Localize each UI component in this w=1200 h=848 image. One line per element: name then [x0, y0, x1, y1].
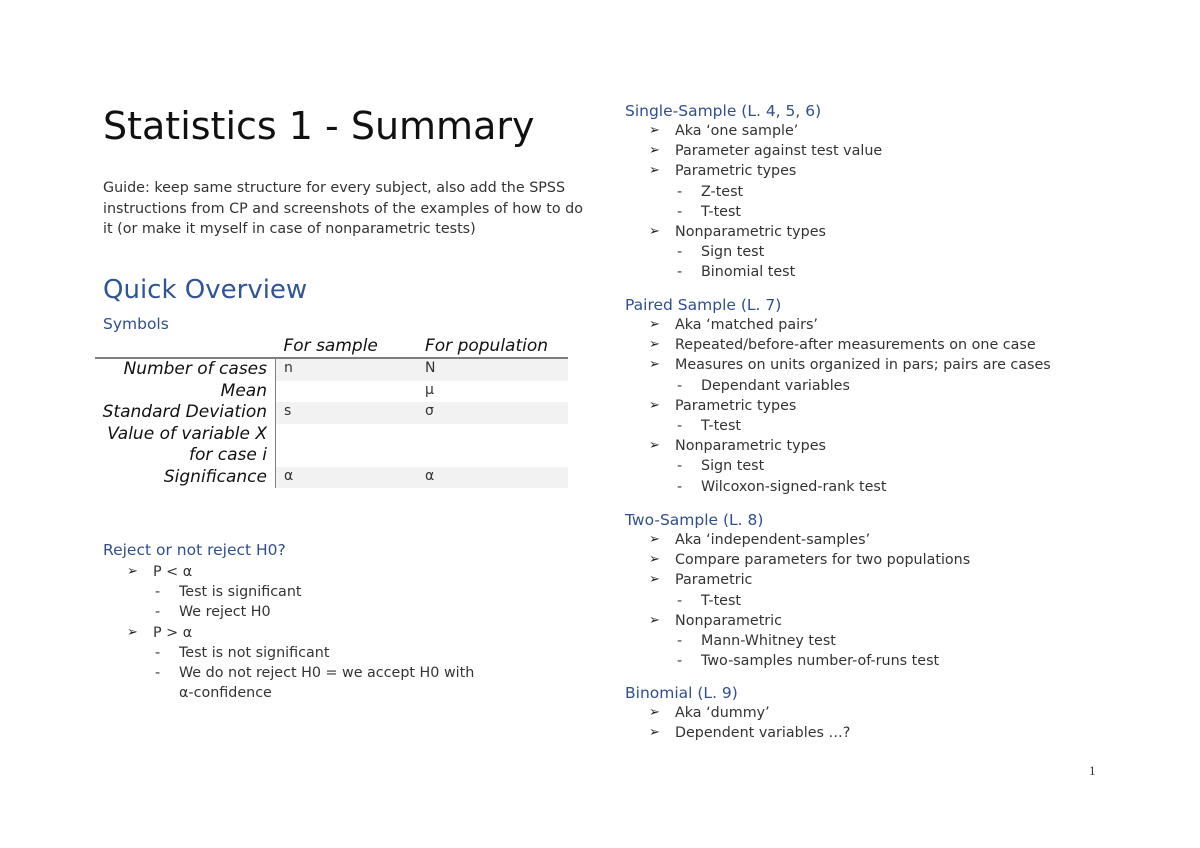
sub-list-item: - Mann-Whitney test — [677, 633, 836, 650]
sub-list-item: - Test is significant — [155, 584, 302, 601]
sample-cell — [276, 424, 418, 467]
list-item: ➢ Parametric types — [649, 161, 1165, 181]
arrowhead-bullet-icon: ➢ — [649, 357, 660, 373]
arrowhead-bullet-icon: ➢ — [649, 705, 660, 720]
row-label: Standard Deviation — [95, 402, 276, 424]
list-item: ➢ Aka ‘matched pairs’ — [649, 315, 1165, 335]
list-item: ➢ P < α — [127, 562, 573, 582]
arrowhead-bullet-icon: ➢ — [649, 123, 660, 138]
document-title: Statistics 1 - Summary — [103, 104, 535, 148]
sub-list-item: - We reject H0 — [155, 604, 271, 621]
population-cell — [417, 424, 568, 467]
table-row — [95, 381, 568, 403]
sub-list-item: - T-test — [677, 592, 742, 609]
sub-list-item: - Test is not significant — [155, 644, 330, 661]
binomial-section — [625, 684, 1165, 743]
guide-paragraph: Guide: keep same structure for every subject, also add the SPSS instructions from CP and screenshots of the examples of how to do it (or make it myself in case of nonparametric tests) — [103, 180, 584, 237]
row-label: Significance — [95, 467, 276, 489]
arrowhead-bullet-icon: ➢ — [649, 397, 660, 413]
arrowhead-bullet-icon: ➢ — [649, 143, 660, 159]
sub-list-item: - Sign test — [677, 244, 765, 261]
table-row — [95, 358, 568, 381]
population-cell: α — [417, 467, 568, 489]
sample-cell — [276, 381, 418, 403]
symbols-table — [95, 335, 568, 488]
list-item: ➢ Nonparametric types — [649, 436, 1165, 456]
sub-list-item: - Wilcoxon-signed-rank test — [677, 478, 887, 495]
list-item: ➢ Aka ‘one sample’ — [649, 121, 1165, 141]
population-cell: N — [417, 358, 568, 381]
single-sample-section — [625, 102, 1165, 283]
sample-cell: α — [276, 467, 418, 489]
sub-list-item: - Z-test — [677, 183, 744, 200]
row-label: Value of variable X for case i — [95, 424, 276, 467]
list-item: ➢ P > α — [127, 623, 573, 643]
col-header-sample: For sample — [276, 335, 418, 358]
table-row — [95, 467, 568, 489]
sub-list-item: - T-test — [677, 418, 742, 435]
two-sample-section — [625, 511, 1165, 671]
page-number: 1 — [1089, 763, 1096, 778]
population-cell: μ — [425, 381, 434, 398]
list-item: ➢ Nonparametric — [649, 611, 1165, 631]
col-header-population: For population — [417, 335, 568, 358]
arrowhead-bullet-icon: ➢ — [649, 317, 660, 332]
population-cell: σ — [417, 402, 568, 424]
table-row — [95, 402, 568, 424]
sub-list-item: - Dependant variables — [677, 377, 850, 394]
binomial-heading: Binomial (L. 9) — [625, 684, 738, 702]
list-item: ➢ Aka ‘dummy’ — [649, 703, 1165, 723]
arrowhead-bullet-icon: ➢ — [649, 438, 660, 454]
quick-overview-heading: Quick Overview — [103, 275, 308, 305]
arrowhead-bullet-icon: ➢ — [649, 552, 660, 568]
list-item: ➢ Parametric — [649, 570, 1165, 590]
list-item: ➢ Parameter against test value — [649, 141, 1165, 161]
arrowhead-bullet-icon: ➢ — [649, 337, 660, 353]
reject-section — [103, 541, 573, 703]
paired-sample-section — [625, 296, 1165, 497]
reject-heading: Reject or not reject H0? — [103, 541, 286, 559]
table-corner — [95, 335, 276, 358]
list-item: ➢ Nonparametric types — [649, 222, 1165, 242]
two-sample-heading: Two-Sample (L. 8) — [625, 511, 764, 529]
list-item: ➢ Compare parameters for two populations — [649, 550, 1165, 570]
list-item: ➢ Measures on units organized in pars; pairs are cases — [649, 355, 1165, 375]
paired-sample-heading: Paired Sample (L. 7) — [625, 296, 782, 314]
symbols-heading: Symbols — [103, 315, 169, 333]
list-item: ➢ Dependent variables …? — [649, 723, 1165, 743]
sub-list-item: - T-test — [677, 203, 742, 220]
list-item: ➢ Parametric types — [649, 396, 1165, 416]
arrowhead-bullet-icon: ➢ — [649, 224, 660, 240]
arrowhead-bullet-icon: ➢ — [649, 612, 660, 628]
sub-list-item: - Binomial test — [677, 264, 796, 281]
single-sample-heading: Single-Sample (L. 4, 5, 6) — [625, 102, 822, 120]
table-header-row — [95, 335, 568, 358]
arrowhead-bullet-icon: ➢ — [127, 624, 138, 640]
sub-list-item: - Sign test — [677, 458, 765, 475]
list-item: ➢ Aka ‘independent-samples’ — [649, 530, 1165, 550]
arrowhead-bullet-icon: ➢ — [649, 572, 660, 588]
sample-cell: n — [276, 358, 418, 381]
table-row — [95, 424, 568, 467]
list-item: ➢ Repeated/before-after measurements on one case — [649, 335, 1165, 355]
sample-cell: s — [276, 402, 418, 424]
sub-list-item: - We do not reject H0 = we accept H0 with α-confidence — [155, 665, 475, 702]
arrowhead-bullet-icon: ➢ — [127, 564, 138, 579]
row-label: Mean — [95, 381, 276, 403]
arrowhead-bullet-icon: ➢ — [649, 532, 660, 547]
row-label: Number of cases — [95, 358, 276, 381]
arrowhead-bullet-icon: ➢ — [649, 163, 660, 179]
sub-list-item: - Two-samples number-of-runs test — [677, 653, 940, 670]
arrowhead-bullet-icon: ➢ — [649, 725, 660, 741]
